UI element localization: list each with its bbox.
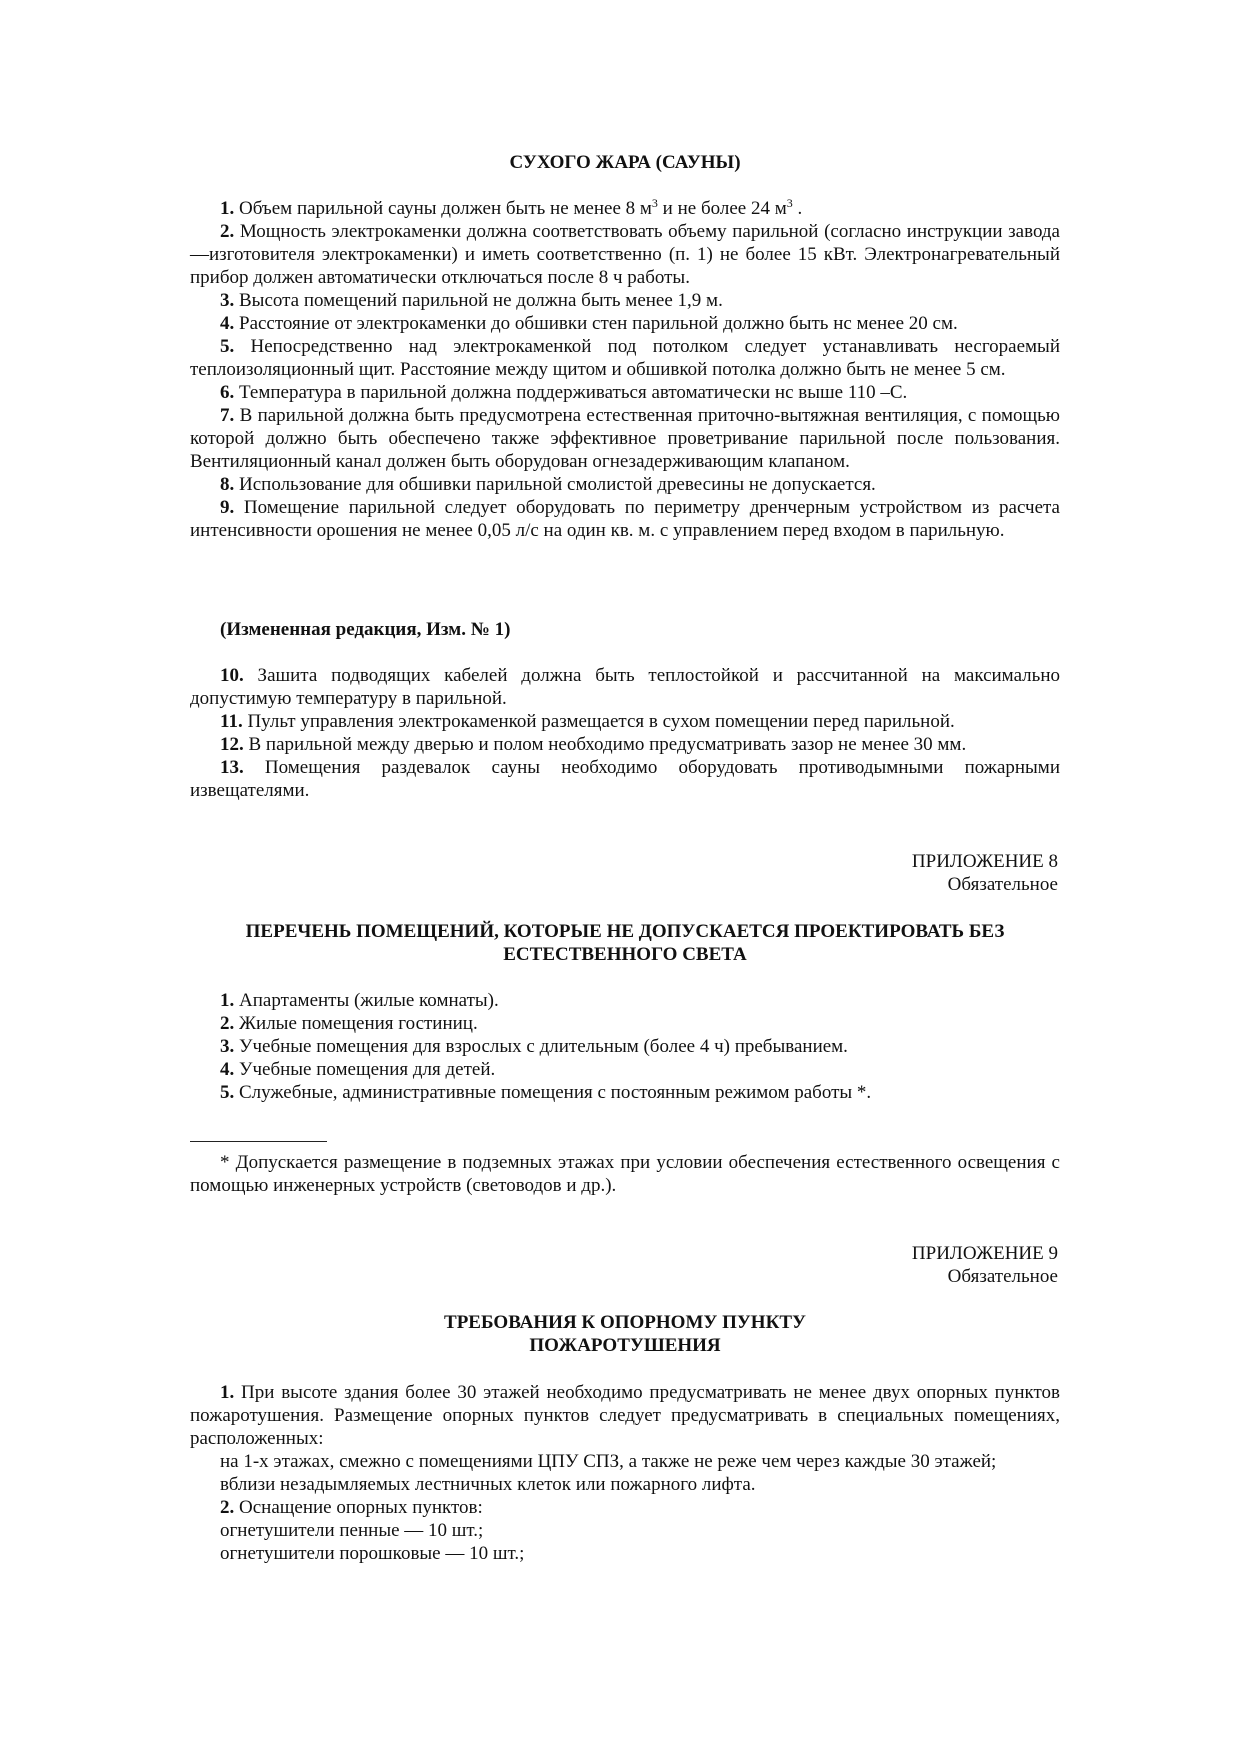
footnote-rule bbox=[190, 1141, 1060, 1142]
section-title: ЕСТЕСТВЕННОГО СВЕТА bbox=[503, 944, 747, 965]
superscript: 3 bbox=[651, 196, 658, 210]
item-text: и не более 24 м bbox=[657, 198, 787, 219]
item-text: В парильной между дверью и полом необходимо предусматривать зазор не менее 30 мм. bbox=[243, 734, 967, 755]
item-number: 5. bbox=[220, 336, 235, 357]
sauna-section bbox=[190, 151, 1060, 174]
list-item bbox=[190, 220, 1060, 289]
item-number: 6. bbox=[220, 382, 235, 403]
list-item bbox=[190, 1081, 1060, 1104]
appendix-label: ПРИЛОЖЕНИЕ 9 bbox=[911, 1243, 1058, 1264]
item-number: 2. bbox=[220, 1497, 235, 1518]
sub-item: огнетушители пенные — 10 шт.; bbox=[220, 1520, 484, 1541]
item-text: Использование для обшивки парильной смолистой древесины не допускается. bbox=[234, 474, 876, 495]
section-title: ПОЖАРОТУШЕНИЯ bbox=[529, 1335, 721, 1356]
item-number: 11. bbox=[220, 711, 243, 732]
item-text: Высота помещений парильной не должна быть менее 1,9 м. bbox=[234, 290, 723, 311]
list-item bbox=[190, 664, 1060, 710]
list-item bbox=[190, 733, 1060, 756]
superscript: 3 bbox=[786, 196, 793, 210]
item-number: 12. bbox=[220, 734, 244, 755]
list-item bbox=[190, 404, 1060, 473]
sub-item: огнетушители порошковые — 10 шт.; bbox=[220, 1543, 525, 1564]
item-text: Температура в парильной должна поддерживаться автоматически нс выше 110 –С. bbox=[234, 382, 908, 403]
list-item bbox=[190, 312, 1060, 335]
item-number: 4. bbox=[220, 313, 235, 334]
appendix-status: Обязательное bbox=[947, 1266, 1058, 1287]
item-text: Учебные помещения для взрослых с длительным (более 4 ч) пребыванием. bbox=[234, 1036, 848, 1057]
list-item bbox=[190, 710, 1060, 733]
item-text: Помещения раздевалок сауны необходимо оборудовать противодымными пожарными извещателями. bbox=[190, 757, 1060, 801]
item-number: 2. bbox=[220, 1013, 235, 1034]
item-number: 4. bbox=[220, 1059, 235, 1080]
item-text: Учебные помещения для детей. bbox=[234, 1059, 496, 1080]
item-number: 3. bbox=[220, 1036, 235, 1057]
item-number: 9. bbox=[220, 497, 235, 518]
item-text: Жилые помещения гостиниц. bbox=[234, 1013, 478, 1034]
list-item bbox=[190, 197, 1060, 220]
item-number: 1. bbox=[220, 1382, 235, 1403]
item-text: Расстояние от электрокаменки до обшивки стен парильной должно быть нс менее 20 см. bbox=[234, 313, 958, 334]
appendix-8-list bbox=[190, 989, 1060, 1104]
amendment-note bbox=[190, 618, 1060, 641]
item-number: 5. bbox=[220, 1082, 235, 1103]
item-text: Пульт управления электрокаменкой размещается в сухом помещении перед парильной. bbox=[242, 711, 955, 732]
item-text: Объем парильной сауны должен быть не менее 8 м bbox=[234, 198, 652, 219]
appendix-9-body bbox=[190, 1381, 1060, 1565]
footnote-text: * Допускается размещение в подземных этажах при условии обеспечения естественного освещения с помощью инженерных устройств (световодов и др.). bbox=[190, 1152, 1060, 1196]
appendix-label: ПРИЛОЖЕНИЕ 8 bbox=[911, 851, 1058, 872]
sauna-items bbox=[190, 197, 1060, 542]
item-text: . bbox=[792, 198, 803, 219]
footnote bbox=[190, 1151, 1060, 1197]
item-text: Апартаменты (жилые комнаты). bbox=[234, 990, 499, 1011]
sub-item: вблизи незадымляемых лестничных клеток или пожарного лифта. bbox=[220, 1474, 756, 1495]
sub-item: на 1-х этажах, смежно с помещениями ЦПУ СПЗ, а также не реже чем через каждые 30 этажей; bbox=[220, 1451, 997, 1472]
list-item bbox=[190, 1058, 1060, 1081]
item-text: Непосредственно над электрокаменкой под потолком следует устанавливать несгораемый теплоизоляционный щит. Расстояние между щитом и обшивкой потолка должно быть не менее 5 см. bbox=[190, 336, 1060, 380]
item-number: 8. bbox=[220, 474, 235, 495]
footnote-divider bbox=[190, 1141, 327, 1142]
section-title: ПЕРЕЧЕНЬ ПОМЕЩЕНИЙ, КОТОРЫЕ НЕ ДОПУСКАЕТСЯ ПРОЕКТИРОВАТЬ БЕЗ bbox=[245, 921, 1005, 942]
item-number: 13. bbox=[220, 757, 244, 778]
appendix-9-title bbox=[190, 1311, 1060, 1357]
list-item bbox=[190, 496, 1060, 542]
section-title: СУХОГО ЖАРА (САУНЫ) bbox=[509, 152, 741, 173]
list-item bbox=[190, 756, 1060, 802]
appendix-9-header bbox=[190, 1242, 1060, 1288]
appendix-status: Обязательное bbox=[947, 874, 1058, 895]
list-item bbox=[190, 989, 1060, 1012]
list-item bbox=[190, 381, 1060, 404]
item-text: Зашита подводящих кабелей должна быть теплостойкой и рассчитанной на максимально допустимую температуру в парильной. bbox=[190, 665, 1060, 709]
item-text: Служебные, административные помещения с постоянным режимом работы *. bbox=[234, 1082, 872, 1103]
item-number: 1. bbox=[220, 990, 235, 1011]
list-item bbox=[190, 1381, 1060, 1450]
item-number: 10. bbox=[220, 665, 244, 686]
list-item bbox=[190, 1012, 1060, 1035]
sauna-items-2 bbox=[190, 664, 1060, 802]
item-number: 7. bbox=[220, 405, 235, 426]
list-item bbox=[190, 473, 1060, 496]
list-item bbox=[190, 335, 1060, 381]
item-text: При высоте здания более 30 этажей необходимо предусматривать не менее двух опорных пунктов пожаротушения. Размещение опорных пунктов следует предусматривать в специальных помещениях, расположенных: bbox=[190, 1382, 1060, 1449]
item-text: Мощность электрокаменки должна соответствовать объему парильной (согласно инструкции завода—изготовителя электрокаменки) и иметь соответственно (п. 1) не более 15 кВт. Электронагревательный прибор должен автоматически отключаться после 8 ч работы. bbox=[190, 221, 1060, 288]
item-text: В парильной должна быть предусмотрена естественная приточно-вытяжная вентиляция, с помощью которой должно быть обеспечено также эффективное проветривание парильной после пользования. Вентиляционный канал должен быть оборудован огнезадерживающим клапаном. bbox=[190, 405, 1060, 472]
item-number: 3. bbox=[220, 290, 235, 311]
list-item bbox=[190, 289, 1060, 312]
list-item bbox=[190, 1035, 1060, 1058]
amendment-text: (Измененная редакция, Изм. № 1) bbox=[220, 619, 511, 640]
item-number: 2. bbox=[220, 221, 235, 242]
appendix-8-title bbox=[190, 920, 1060, 966]
item-number: 1. bbox=[220, 198, 235, 219]
section-title: ТРЕБОВАНИЯ К ОПОРНОМУ ПУНКТУ bbox=[444, 1312, 806, 1333]
item-text: Помещение парильной следует оборудовать по периметру дренчерным устройством из расчета интенсивности орошения не менее 0,05 л/с на один кв. м. с управлением перед входом в парильную. bbox=[190, 497, 1060, 541]
appendix-8-header bbox=[190, 850, 1060, 896]
item-text: Оснащение опорных пунктов: bbox=[234, 1497, 483, 1518]
list-item bbox=[190, 1496, 1060, 1519]
